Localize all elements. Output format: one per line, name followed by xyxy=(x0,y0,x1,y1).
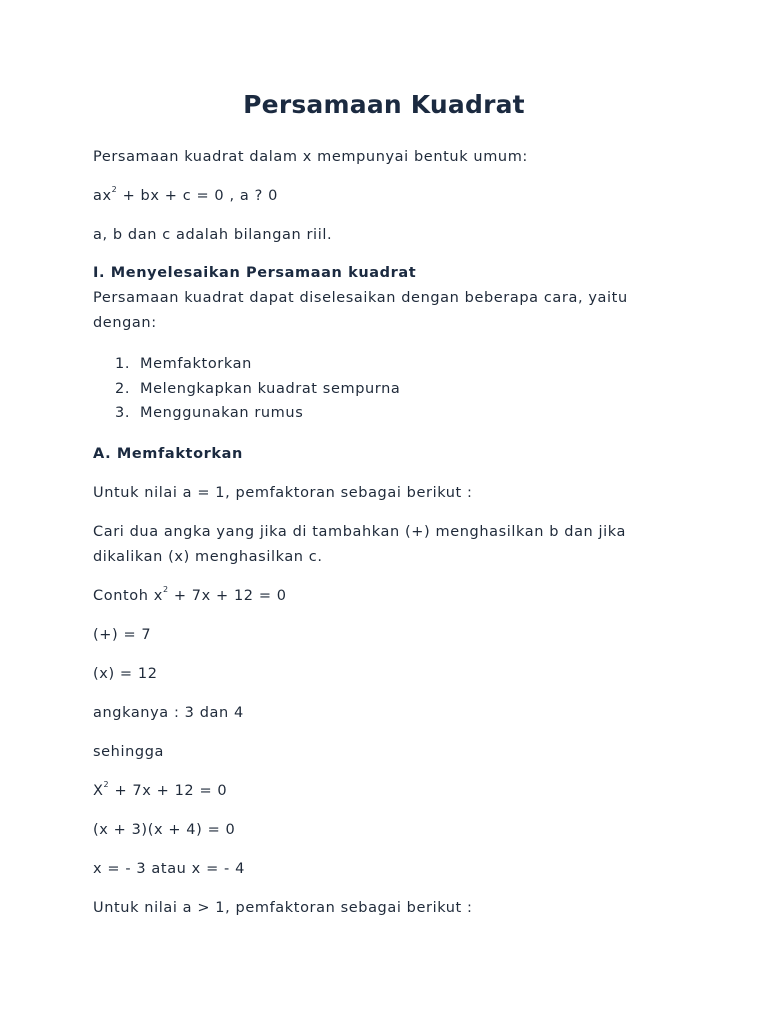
example-exponent: 2 xyxy=(162,585,169,595)
equation-base: X xyxy=(93,783,104,799)
list-item-number: 2. xyxy=(115,380,131,397)
page-title: Persamaan Kuadrat xyxy=(243,90,525,119)
solution-text: x = - 3 atau x = - 4 xyxy=(93,861,245,877)
rule-a-equals-1: Untuk nilai a = 1, pemfaktoran sebagai berikut : xyxy=(93,485,473,501)
coefficients-text: a, b dan c adalah bilangan riil. xyxy=(93,227,333,243)
equation-line xyxy=(93,779,653,804)
list-item-number: 3. xyxy=(115,405,131,421)
list-item-label: Menggunakan rumus xyxy=(140,405,304,421)
general-form-equation xyxy=(93,184,653,209)
list-item-label: Melengkapkan kuadrat sempurna xyxy=(140,380,401,397)
equation-exponent: 2 xyxy=(103,780,110,790)
hence-text: sehingga xyxy=(93,744,164,760)
example-rest: + 7x + 12 = 0 xyxy=(168,588,287,604)
general-form-exponent: 2 xyxy=(111,185,118,195)
rule-a-greater-1: Untuk nilai a > 1, pemfaktoran sebagai berikut : xyxy=(93,900,473,916)
methods-list xyxy=(115,352,400,426)
list-item-number: 1. xyxy=(115,356,131,372)
example-equation xyxy=(93,584,653,609)
sum-value: (+) = 7 xyxy=(93,627,152,643)
list-item-label: Memfaktorkan xyxy=(140,356,252,372)
factored-equation: (x + 3)(x + 4) = 0 xyxy=(93,822,236,838)
section1-text: Persamaan kuadrat dapat diselesaikan dengan beberapa cara, yaitu dengan: xyxy=(93,290,628,331)
sectionA-heading: A. Memfaktorkan xyxy=(93,446,243,462)
product-value: (x) = 12 xyxy=(93,666,158,682)
equation-rest: + 7x + 12 = 0 xyxy=(109,783,228,799)
instruction-text: Cari dua angka yang jika di tambahkan (+) menghasilkan b dan jika dikalikan (x) menghasilkan c. xyxy=(93,524,627,565)
list-item xyxy=(115,377,400,402)
section1-heading: I. Menyelesaikan Persamaan kuadrat xyxy=(93,265,417,281)
list-item xyxy=(115,352,400,377)
general-form-rest: + bx + c = 0 , a ? 0 xyxy=(117,188,278,204)
intro-text: Persamaan kuadrat dalam x mempunyai bentuk umum: xyxy=(93,149,528,165)
numbers-text: angkanya : 3 dan 4 xyxy=(93,705,244,721)
list-item xyxy=(115,401,400,426)
example-base: Contoh x xyxy=(93,588,163,604)
general-form-base: ax xyxy=(93,188,112,204)
